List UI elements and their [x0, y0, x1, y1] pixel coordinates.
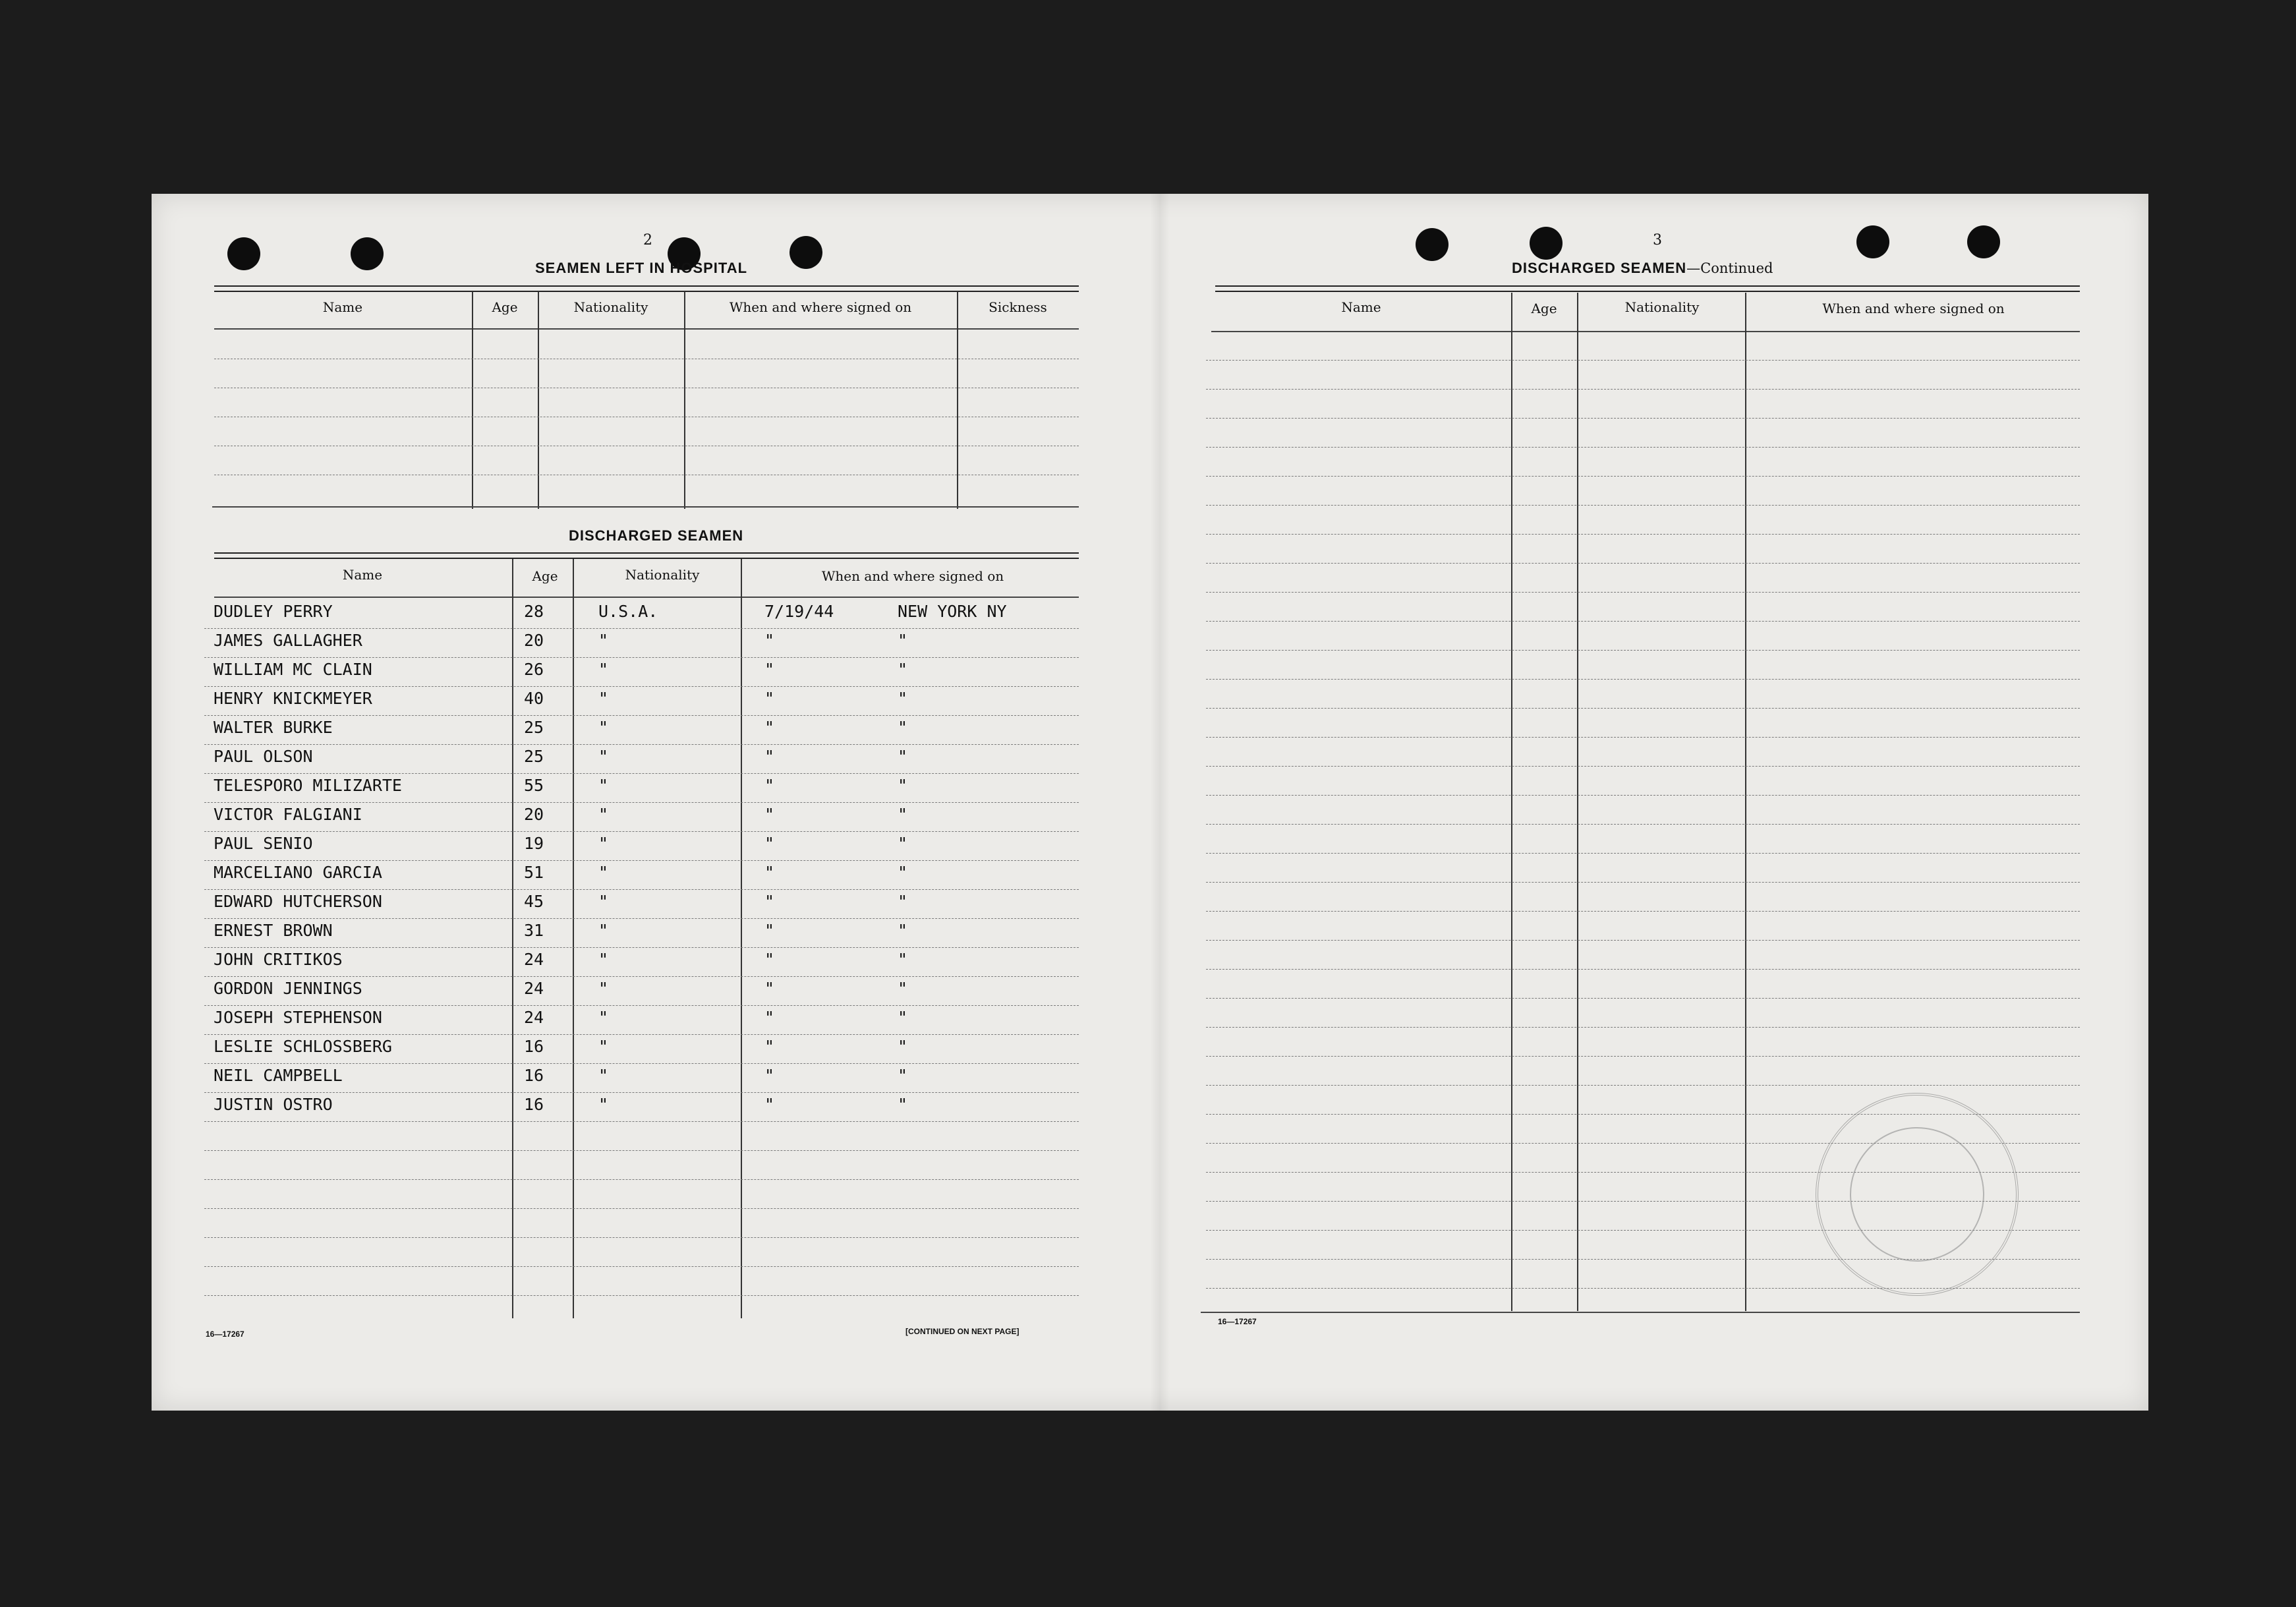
seaman-age: 55: [524, 776, 544, 795]
seaman-signed-date: ": [764, 950, 775, 969]
discharged-row-line: [204, 1063, 1079, 1064]
seaman-name: HENRY KNICKMEYER: [214, 689, 372, 708]
seaman-age: 24: [524, 1008, 544, 1027]
seaman-signed-date: ": [764, 718, 775, 737]
left-form-number: 16—17267: [206, 1329, 244, 1339]
right-row-line: [1206, 476, 2080, 477]
punch-hole: [1856, 225, 1889, 258]
right-row-line: [1206, 1085, 2080, 1086]
right-col-nationality: Nationality: [1624, 299, 1700, 315]
seaman-age: 19: [524, 834, 544, 853]
seaman-signed-date: ": [764, 1037, 775, 1056]
seaman-nationality: ": [598, 979, 609, 998]
seaman-nationality: ": [598, 1037, 609, 1056]
seaman-signed-place: ": [898, 921, 908, 940]
punch-hole: [789, 236, 822, 269]
seaman-signed-place: ": [898, 718, 908, 737]
seaman-nationality: ": [598, 631, 609, 650]
seaman-signed-date: ": [764, 805, 775, 824]
seaman-age: 16: [524, 1095, 544, 1114]
seaman-nationality: ": [598, 921, 609, 940]
seaman-signed-place: ": [898, 805, 908, 824]
left-page-number: 2: [643, 232, 652, 248]
discharged-col-name: Name: [342, 567, 383, 583]
seaman-nationality: U.S.A.: [598, 602, 658, 621]
seaman-signed-date: ": [764, 979, 775, 998]
seaman-signed-place: ": [898, 834, 908, 853]
seaman-nationality: ": [598, 1066, 609, 1085]
seaman-signed-place: NEW YORK NY: [898, 602, 1007, 621]
seaman-name: JUSTIN OSTRO: [214, 1095, 333, 1114]
seaman-age: 25: [524, 718, 544, 737]
seaman-signed-date: ": [764, 631, 775, 650]
discharged-col-divider: [573, 559, 574, 1318]
discharged-row-line: [204, 1121, 1079, 1122]
right-row-line: [1206, 534, 2080, 535]
seaman-nationality: ": [598, 689, 609, 708]
hospital-col-age: Age: [492, 299, 518, 315]
discharged-row-line: [204, 831, 1079, 832]
discharged-row-line: [204, 1092, 1079, 1093]
discharged-row-line: [204, 1237, 1079, 1238]
seaman-age: 51: [524, 863, 544, 882]
right-row-line: [1206, 940, 2080, 941]
right-page-number: 3: [1653, 232, 1662, 248]
seaman-signed-date: ": [764, 747, 775, 766]
seaman-name: NEIL CAMPBELL: [214, 1066, 343, 1085]
seaman-age: 20: [524, 805, 544, 824]
right-header-rule: [1211, 331, 2080, 332]
punch-hole: [1967, 225, 2000, 258]
seaman-age: 31: [524, 921, 544, 940]
right-row-line: [1206, 360, 2080, 361]
seaman-signed-date: ": [764, 660, 775, 679]
right-row-line: [1206, 621, 2080, 622]
seaman-age: 28: [524, 602, 544, 621]
discharged-col-divider: [741, 559, 742, 1318]
seaman-name: LESLIE SCHLOSSBERG: [214, 1037, 392, 1056]
punch-hole: [1530, 227, 1563, 260]
page-fold: [1150, 194, 1170, 1411]
seaman-name: ERNEST BROWN: [214, 921, 333, 940]
right-title-main: DISCHARGED SEAMEN: [1512, 260, 1687, 276]
seaman-nationality: ": [598, 834, 609, 853]
right-form-number: 16—17267: [1218, 1317, 1257, 1326]
right-row-line: [1206, 592, 2080, 593]
seaman-nationality: ": [598, 950, 609, 969]
hospital-col-signed-on: When and where signed on: [729, 299, 912, 315]
seaman-signed-date: ": [764, 892, 775, 911]
seaman-signed-place: ": [898, 747, 908, 766]
seaman-name: MARCELIANO GARCIA: [214, 863, 382, 882]
seaman-signed-place: ": [898, 1066, 908, 1085]
seaman-signed-place: ": [898, 776, 908, 795]
right-row-line: [1206, 679, 2080, 680]
discharged-row-line: [204, 744, 1079, 745]
right-col-name: Name: [1341, 299, 1381, 315]
seaman-signed-place: ": [898, 631, 908, 650]
seaman-nationality: ": [598, 863, 609, 882]
discharged-row-line: [204, 918, 1079, 919]
right-row-line: [1206, 505, 2080, 506]
seaman-age: 24: [524, 979, 544, 998]
right-col-divider: [1745, 293, 1746, 1311]
seaman-name: WILLIAM MC CLAIN: [214, 660, 372, 679]
right-row-line: [1206, 1056, 2080, 1057]
seaman-signed-place: ": [898, 863, 908, 882]
discharged-row-line: [204, 657, 1079, 658]
seaman-nationality: ": [598, 776, 609, 795]
right-bottom-rule: [1201, 1312, 2080, 1313]
seaman-name: JAMES GALLAGHER: [214, 631, 362, 650]
seaman-signed-place: ": [898, 660, 908, 679]
punch-hole: [351, 237, 384, 270]
seaman-nationality: ": [598, 660, 609, 679]
seaman-age: 25: [524, 747, 544, 766]
discharged-col-age: Age: [532, 568, 558, 584]
discharged-row-line: [204, 976, 1079, 977]
right-row-line: [1206, 563, 2080, 564]
seaman-name: VICTOR FALGIANI: [214, 805, 362, 824]
discharged-header-rule: [214, 597, 1079, 598]
seaman-nationality: ": [598, 1095, 609, 1114]
right-row-line: [1206, 1027, 2080, 1028]
seaman-signed-date: ": [764, 1095, 775, 1114]
right-col-signed-on: When and where signed on: [1822, 301, 2005, 316]
hospital-col-divider: [538, 291, 539, 509]
right-row-line: [1206, 853, 2080, 854]
hospital-col-divider: [957, 291, 958, 509]
right-row-line: [1206, 824, 2080, 825]
right-row-line: [1206, 447, 2080, 448]
seaman-signed-date: ": [764, 834, 775, 853]
seaman-name: WALTER BURKE: [214, 718, 333, 737]
seaman-signed-place: ": [898, 1008, 908, 1027]
seaman-age: 16: [524, 1037, 544, 1056]
discharged-row-line: [204, 1295, 1079, 1296]
seaman-name: DUDLEY PERRY: [214, 602, 333, 621]
seaman-nationality: ": [598, 747, 609, 766]
seaman-name: PAUL SENIO: [214, 834, 313, 853]
right-title-suffix: —Continued: [1686, 260, 1773, 276]
hospital-col-divider: [472, 291, 473, 509]
discharged-section-title: DISCHARGED SEAMEN: [569, 527, 744, 544]
hospital-col-divider: [684, 291, 685, 509]
discharged-row-line: [204, 715, 1079, 716]
seaman-age: 24: [524, 950, 544, 969]
discharged-top-rule: [214, 552, 1079, 559]
right-col-divider: [1511, 293, 1512, 1311]
discharged-row-line: [204, 947, 1079, 948]
discharged-row-line: [204, 1208, 1079, 1209]
hospital-section-title: SEAMEN LEFT IN HOSPITAL: [535, 260, 748, 276]
right-row-line: [1206, 650, 2080, 651]
seaman-nationality: ": [598, 1008, 609, 1027]
continued-note: [CONTINUED ON NEXT PAGE]: [905, 1327, 1019, 1336]
seaman-signed-place: ": [898, 950, 908, 969]
seaman-nationality: ": [598, 805, 609, 824]
discharged-row-line: [204, 1150, 1079, 1151]
seaman-name: EDWARD HUTCHERSON: [214, 892, 382, 911]
discharged-row-line: [204, 773, 1079, 774]
discharged-col-signed-on: When and where signed on: [821, 568, 1004, 584]
discharged-row-line: [204, 628, 1079, 629]
discharged-row-line: [204, 1179, 1079, 1180]
discharged-row-line: [204, 1266, 1079, 1267]
hospital-top-rule: [214, 285, 1079, 292]
seaman-signed-date: 7/19/44: [764, 602, 834, 621]
seaman-signed-date: ": [764, 863, 775, 882]
seaman-age: 16: [524, 1066, 544, 1085]
seaman-signed-date: ": [764, 1008, 775, 1027]
discharged-col-divider: [512, 559, 513, 1318]
right-row-line: [1206, 389, 2080, 390]
discharged-row-line: [204, 802, 1079, 803]
right-row-line: [1206, 418, 2080, 419]
discharged-row-line: [204, 686, 1079, 687]
seaman-signed-place: ": [898, 979, 908, 998]
punch-hole: [227, 237, 260, 270]
seaman-age: 20: [524, 631, 544, 650]
right-row-line: [1206, 969, 2080, 970]
right-page-title: [1512, 260, 1773, 277]
right-row-line: [1206, 882, 2080, 883]
seaman-signed-place: ": [898, 1037, 908, 1056]
discharged-row-line: [204, 889, 1079, 890]
hospital-col-nationality: Nationality: [573, 299, 648, 315]
discharged-col-nationality: Nationality: [625, 567, 700, 583]
right-col-divider: [1577, 293, 1578, 1311]
discharged-row-line: [204, 1034, 1079, 1035]
seaman-signed-date: ": [764, 921, 775, 940]
seaman-name: JOSEPH STEPHENSON: [214, 1008, 382, 1027]
seaman-name: JOHN CRITIKOS: [214, 950, 343, 969]
right-row-line: [1206, 737, 2080, 738]
right-col-age: Age: [1531, 301, 1557, 316]
hospital-col-sickness: Sickness: [989, 299, 1047, 315]
discharged-row-line: [204, 1005, 1079, 1006]
seaman-signed-date: ": [764, 689, 775, 708]
right-row-line: [1206, 998, 2080, 999]
seaman-age: 40: [524, 689, 544, 708]
right-top-rule: [1215, 285, 2080, 292]
seaman-signed-place: ": [898, 689, 908, 708]
seaman-signed-date: ": [764, 1066, 775, 1085]
seaman-name: GORDON JENNINGS: [214, 979, 362, 998]
hospital-col-name: Name: [322, 299, 363, 315]
seaman-signed-place: ": [898, 892, 908, 911]
right-row-line: [1206, 708, 2080, 709]
right-row-line: [1206, 911, 2080, 912]
seaman-age: 45: [524, 892, 544, 911]
seaman-signed-place: ": [898, 1095, 908, 1114]
discharged-row-line: [204, 860, 1079, 861]
seaman-name: TELESPORO MILIZARTE: [214, 776, 402, 795]
seaman-age: 26: [524, 660, 544, 679]
punch-hole: [1416, 228, 1449, 261]
hospital-header-rule: [214, 328, 1079, 330]
hospital-bottom-rule: [212, 506, 1079, 508]
right-row-line: [1206, 795, 2080, 796]
seaman-nationality: ": [598, 718, 609, 737]
seaman-signed-date: ": [764, 776, 775, 795]
right-row-line: [1206, 766, 2080, 767]
seaman-nationality: ": [598, 892, 609, 911]
seaman-name: PAUL OLSON: [214, 747, 313, 766]
